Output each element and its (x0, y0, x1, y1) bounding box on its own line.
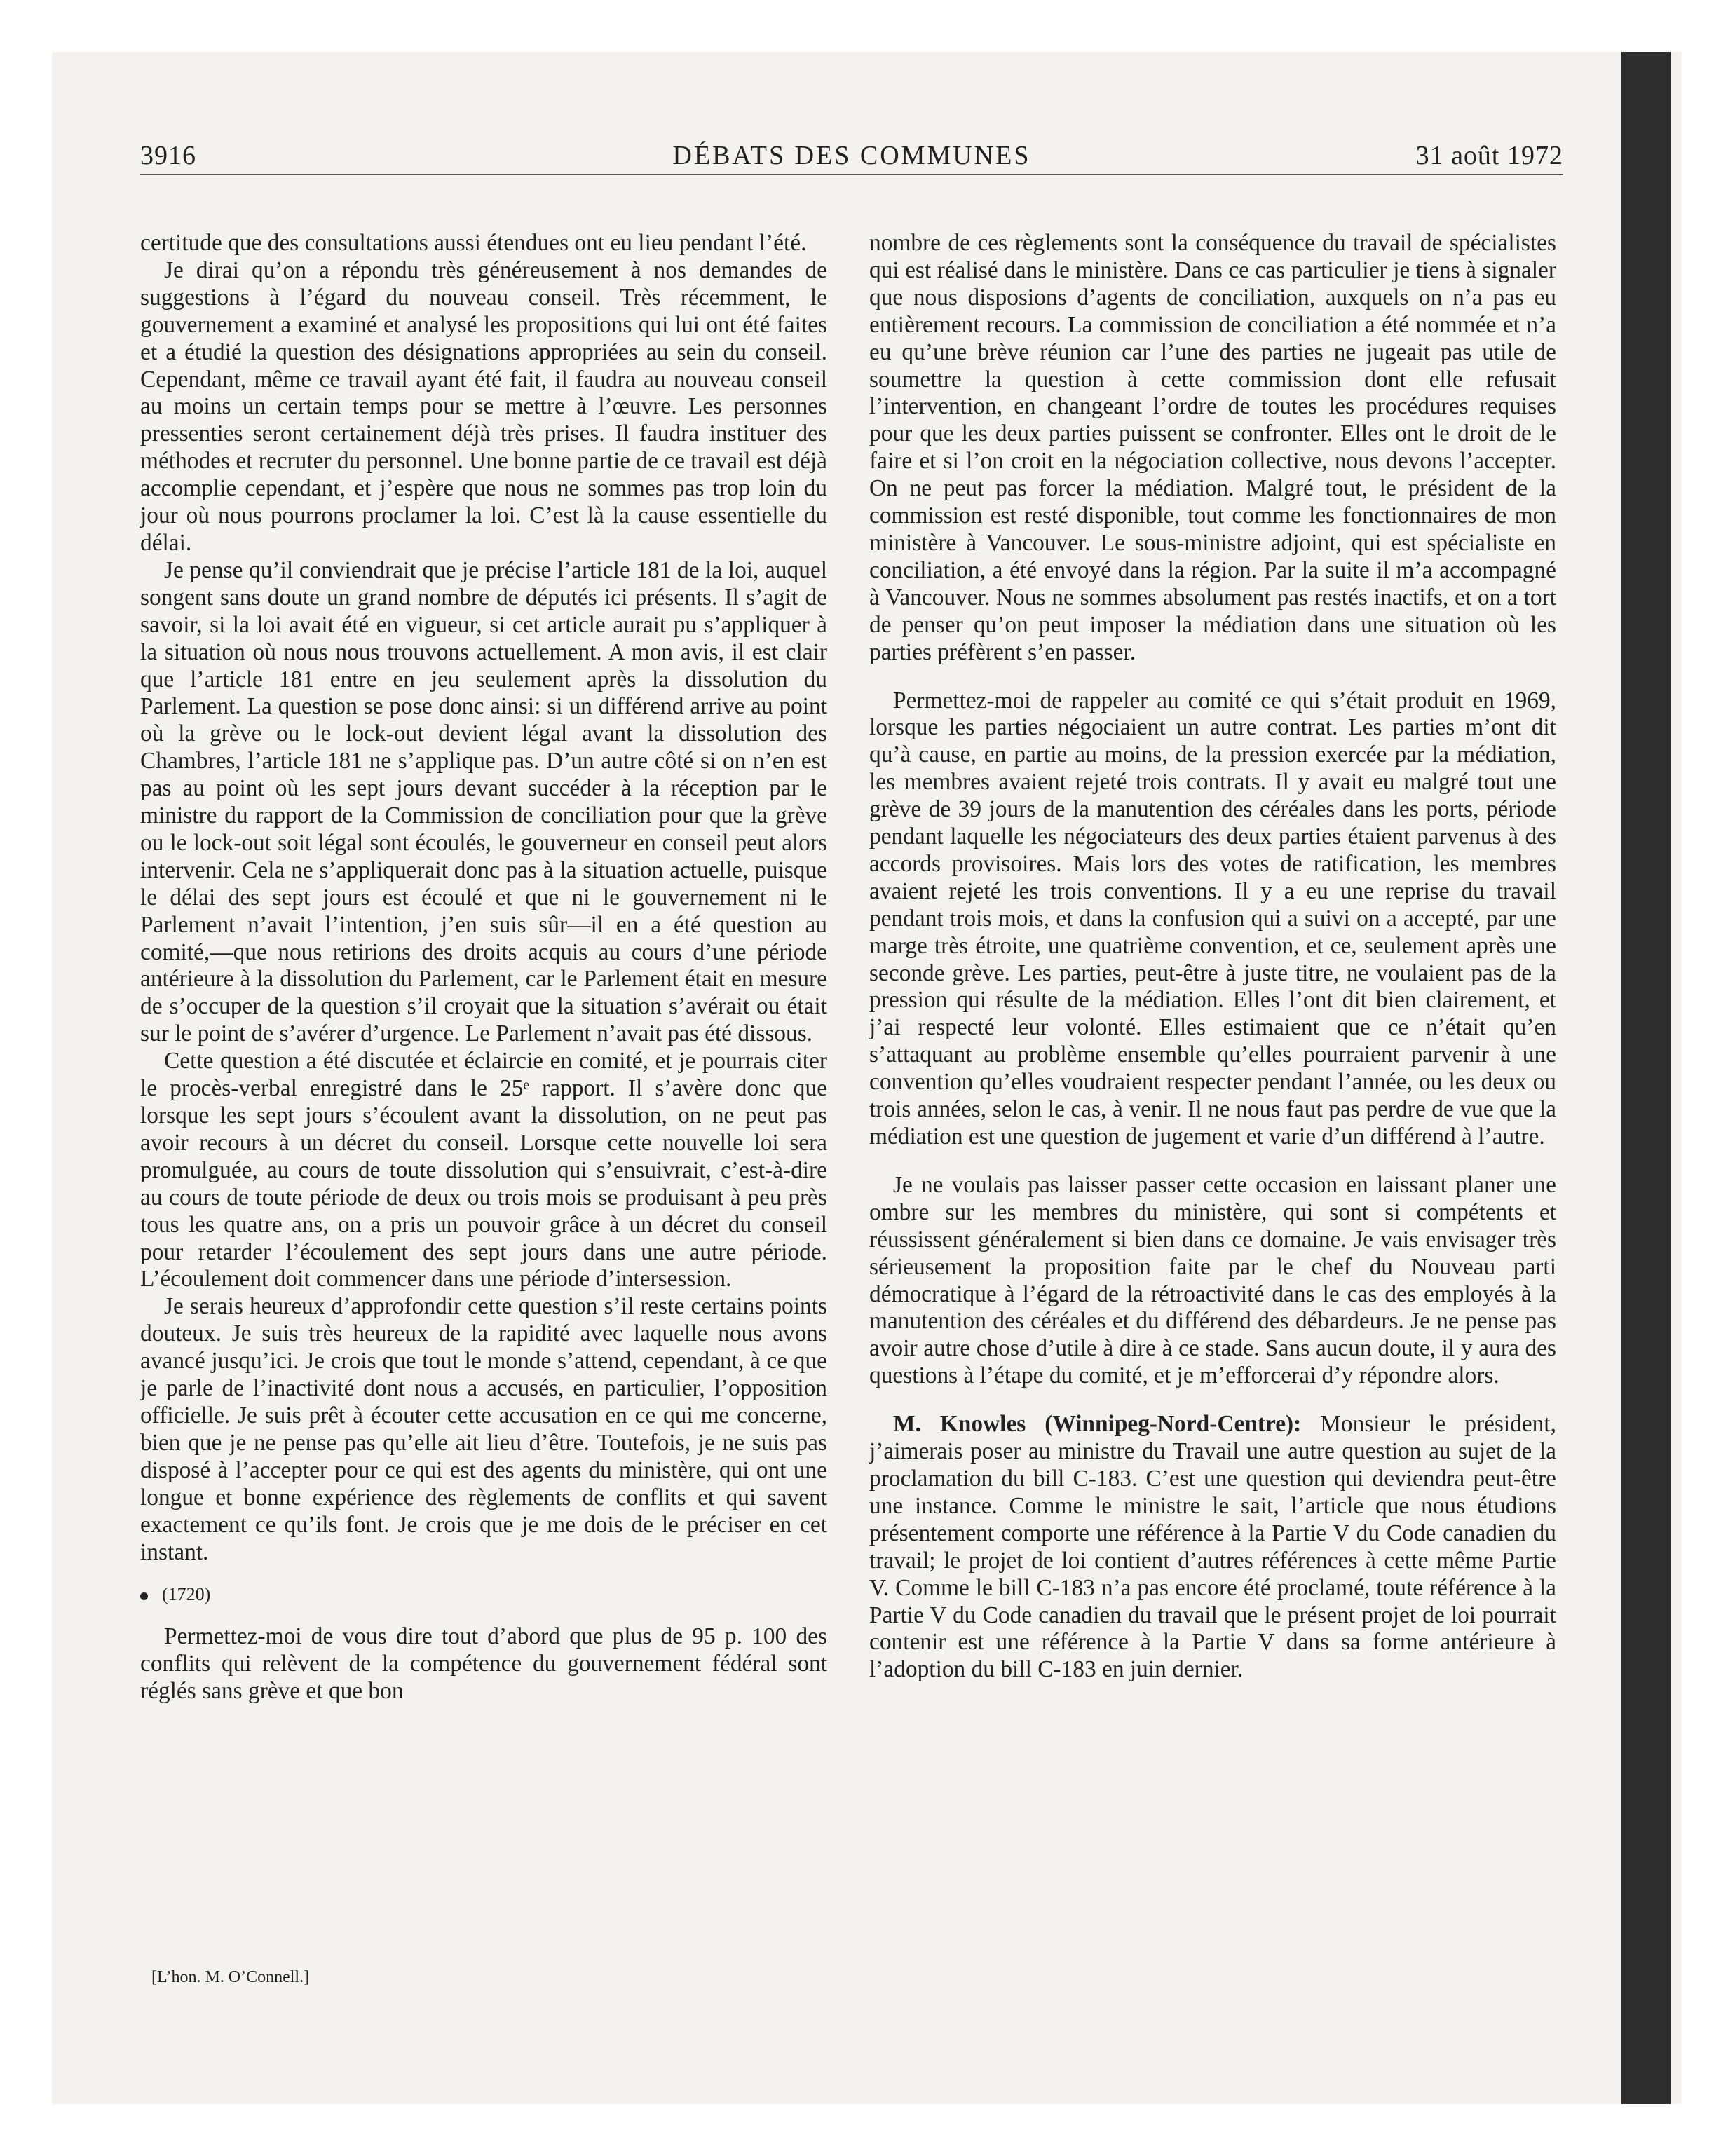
paragraph: Je ne voulais pas laisser passer cette occasion en laissant planer une ombre sur les membres du ministère, qui sont si compétents et réussissent généralement si bien dans ce domaine. Je vais envisager très sérieusement la proposition faite par le chef du Nouveau parti démocratique à l’égard de la rétroactivité dans le cas des employés à la manutention des céréales et du différend des débardeurs. Je ne pense pas avoir autre chose d’utile à dire à ce stade. Sans aucun doute, il y aura des questions à l’étape du comité, et je m’efforcerai d’y répondre alors. (869, 1171, 1556, 1389)
page-header (140, 137, 1563, 175)
page-number: 3916 (140, 141, 196, 170)
paragraph: Permettez-moi de vous dire tout d’abord que plus de 95 p. 100 des conflits qui relèvent de la compétence du gouvernement fédéral sont réglés sans grève et que bon (140, 1623, 827, 1705)
speaker-text: Monsieur le président, j’aimerais poser au ministre du Travail une autre question au sujet de la proclamation du bill C-183. C’est une question qui deviendra peut-être une instance. Comme le ministre le sait, l’article que nous étudions présentement comporte une référence à la Partie V du Code canadien du travail; le projet de loi contient d’autres références à cette même Partie V. Comme le bill C-183 n’a pas encore été proclamé, toute référence à la Partie V du Code canadien du travail que le présent projet de loi pourrait contenir est une référence à la Partie V dans sa forme antérieure à l’adoption du bill C-183 en juin dernier. (869, 1411, 1556, 1683)
paragraph: nombre de ces règlements sont la conséquence du travail de spécialistes qui est réalisé dans le ministère. Dans ce cas particulier je tiens à signaler que nous disposions d’agents de conciliation, auxquels on n’a pas eu entièrement recours. La commission de conciliation a été nommée et n’a eu qu’une brève réunion car l’une des parties ne jugeait pas utile de soumettre la question à cette commission dont elle refusait l’intervention, en changeant l’ordre de toutes les procédures requises pour que les deux parties puissent se confronter. Elles ont le droit de le faire et si l’on croit en la négociation collective, nous devons l’accepter. On ne peut pas forcer la médiation. Malgré tout, le président de la commission est resté disponible, tout comme les fonctionnaires de mon ministère à Vancouver. Le sous-ministre adjoint, qui est spécialiste en conciliation, a été envoyé dans la région. Par la suite il m’a accompagné à Vancouver. Nous ne sommes absolument pas restés inactifs, et on a tort de penser qu’on peut imposer la médiation dans une situation où les parties préfèrent s’en passer. (869, 230, 1556, 665)
paragraph: Je pense qu’il conviendrait que je précise l’article 181 de la loi, auquel songent sans doute un grand nombre de députés ici présents. Il s’agit de savoir, si la loi avait été en vigueur, si cet article aurait pu s’appliquer à la situation où nous nous trouvons actuellement. A mon avis, il est clair que l’article 181 entre en jeu seulement après la dissolution du Parlement. La question se pose donc ainsi: si un différend arrive au point où la grève ou le lock-out devient légal avant la dissolution des Chambres, l’article 181 ne s’applique pas. D’un autre côté si on n’en est pas au point où les sept jours devant succéder à la réception par le ministre du rapport de la Commission de conciliation pour que la grève ou le lock-out soit légal sont écoulés, le gouverneur en conseil peut alors intervenir. Cela ne s’appliquerait donc pas à la situation actuelle, puisque le délai des sept jours est écoulé et que ni le gouvernement ni le Parlement n’avait l’intention, j’en suis sûr—il en a été question au comité,—que nous retirions des droits acquis au cours d’une période antérieure à la dissolution du Parlement, car le Parlement était en mesure de s’occuper de la question s’il croyait que la situation s’avérait ou était sur le point de s’avérer d’urgence. Le Parlement n’avait pas été dissous. (140, 557, 827, 1047)
right-column (869, 230, 1556, 1684)
page-date: 31 août 1972 (1415, 141, 1563, 170)
speaker-paragraph (869, 1411, 1556, 1684)
bullet-icon (140, 1592, 148, 1600)
publication-title: DÉBATS DES COMMUNES (672, 141, 1031, 170)
time-marker-label: (1720) (162, 1584, 211, 1605)
paragraph: Je serais heureux d’approfondir cette question s’il reste certains points douteux. Je suis très heureux de la rapidité avec laquelle nous avons avancé jusqu’ici. Je crois que tout le monde s’attend, cependant, à ce que je parle de l’inactivité dont nous a accusés, en particulier, l’opposition officielle. Je suis prêt à écouter cette accusation en ce qui me concerne, bien que je ne pense pas qu’elle ait lieu d’être. Toutefois, je ne suis pas disposé à l’accepter pour ce qui est des agents du ministère, qui ont une longue et bonne expérience des règlements de conflits et qui savent exactement ce qu’ils font. Je crois que je me dois de le préciser en cet instant. (140, 1293, 827, 1565)
speaker-footer-reference: [L’hon. M. O’Connell.] (151, 1968, 310, 1986)
time-marker (140, 1584, 827, 1605)
paragraph: Cette question a été discutée et éclaircie en comité, et je pourrais citer le procès-verbal enregistré dans le 25ᵉ rapport. Il s’avère donc que lorsque les sept jours s’écoulent avant la dissolution, on ne peut pas avoir recours à un décret du conseil. Lorsque cette nouvelle loi sera promulguée, au cours de toute dissolution qui s’ensuivrait, c’est-à-dire au cours de toute période de deux ou trois mois se produisant à peu près tous les quatre ans, on a pris un pouvoir grâce à un décret du conseil pour retarder l’écoulement des sept jours dans une autre période. L’écoulement doit commencer dans une période d’intersession. (140, 1048, 827, 1292)
speaker-name: M. Knowles (Winnipeg-Nord-Centre): (893, 1411, 1302, 1438)
binding-edge (1621, 52, 1671, 2104)
paragraph: certitude que des consultations aussi étendues ont eu lieu pendant l’été. (140, 230, 807, 256)
left-column (140, 230, 827, 1705)
paragraph: Permettez-moi de rappeler au comité ce qui s’était produit en 1969, lorsque les parties négociaient un autre contrat. Les parties m’ont dit qu’à cause, en partie au moins, de la pression exercée par la médiation, les membres avaient rejeté trois contrats. Il y avait eu malgré tout une grève de 39 jours de la manutention des céréales dans les ports, période pendant laquelle les négociateurs des deux parties étaient parvenus à des accords provisoires. Mais lors des votes de ratification, les membres avaient rejeté les trois conventions. Il y a eu une reprise du travail pendant trois mois, et dans la confusion qui a suivi on a accepté, par une marge très étroite, une quatrième convention, et ce, seulement après une seconde grève. Les parties, peut-être à juste titre, ne voulaient pas de la pression qui résulte de la médiation. Elles l’ont dit bien clairement, et j’ai respecté leur volonté. Elles estimaient que ce n’était qu’en s’attaquant au problème ensemble qu’elles pourraient parvenir à une convention qu’elles voudraient respecter pendant l’année, ou les deux ou trois années, selon le cas, à venir. Il ne nous faut pas perdre de vue que la médiation est une question de jugement et varie d’un différend à l’autre. (869, 687, 1556, 1149)
paragraph: Je dirai qu’on a répondu très généreusement à nos demandes de suggestions à l’égard du nouveau conseil. Très récemment, le gouvernement a examiné et analysé les propositions qui lui ont été faites et a étudié la question des désignations appropriées au sein du conseil. Cependant, même ce travail ayant été fait, il faudra au nouveau conseil au moins un certain temps pour se mettre à l’œuvre. Les personnes pressenties seront certainement déjà très prises. Il faudra instituer des méthodes et recruter du personnel. Une bonne partie de ce travail est déjà accomplie cependant, et j’espère que nous ne sommes pas trop loin du jour où nous pourrons proclamer la loi. C’est là la cause essentielle du délai. (140, 257, 827, 556)
